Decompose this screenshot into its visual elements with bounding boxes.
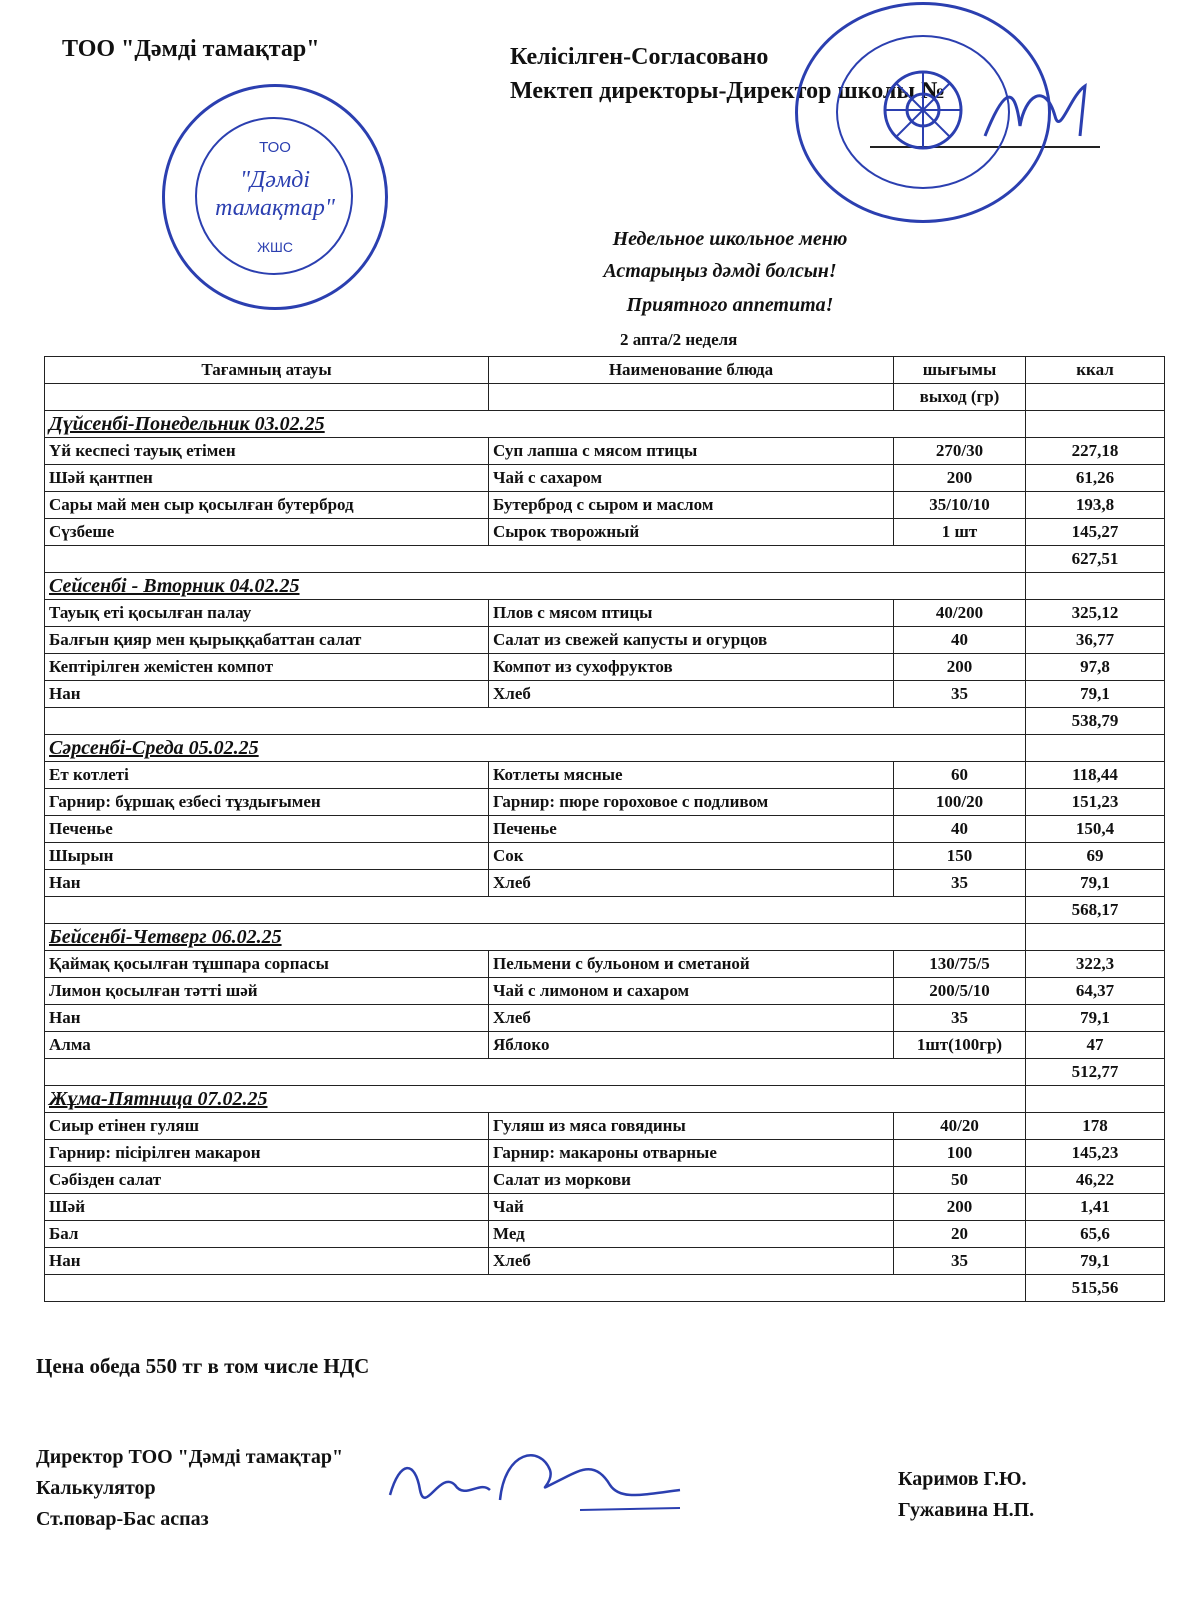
col-header-kcal: ккал bbox=[1026, 357, 1165, 384]
dish-name-ru: Хлеб bbox=[489, 870, 894, 897]
day-title: Дүйсенбі-Понедельник 03.02.25 bbox=[45, 411, 1026, 438]
dish-name-ru: Котлеты мясные bbox=[489, 762, 894, 789]
menu-item-row bbox=[45, 789, 1165, 816]
day-total-kcal: 538,79 bbox=[1026, 708, 1165, 735]
dish-kcal: 227,18 bbox=[1026, 438, 1165, 465]
dish-name-kz: Шәй bbox=[45, 1194, 489, 1221]
dish-name-ru: Чай с сахаром bbox=[489, 465, 894, 492]
price-note: Цена обеда 550 тг в том числе НДС bbox=[36, 1354, 370, 1378]
dish-output: 35 bbox=[894, 870, 1026, 897]
day-total-row bbox=[45, 708, 1165, 735]
dish-output: 50 bbox=[894, 1167, 1026, 1194]
dish-name-ru: Хлеб bbox=[489, 681, 894, 708]
dish-name-kz: Алма bbox=[45, 1032, 489, 1059]
dish-name-kz: Кептірілген жемістен компот bbox=[45, 654, 489, 681]
dish-output: 35 bbox=[894, 681, 1026, 708]
menu-item-row bbox=[45, 681, 1165, 708]
dish-kcal: 178 bbox=[1026, 1113, 1165, 1140]
footer-names bbox=[898, 1464, 1034, 1526]
seal-name-1: "Дәмді bbox=[239, 167, 311, 193]
dish-output: 200 bbox=[894, 465, 1026, 492]
dish-kcal: 97,8 bbox=[1026, 654, 1165, 681]
dish-output: 150 bbox=[894, 843, 1026, 870]
day-total-row bbox=[45, 546, 1165, 573]
dish-name-ru: Чай bbox=[489, 1194, 894, 1221]
dish-name-kz: Лимон қосылған тәтті шәй bbox=[45, 978, 489, 1005]
dish-output: 200 bbox=[894, 654, 1026, 681]
dish-name-ru: Хлеб bbox=[489, 1005, 894, 1032]
dish-output: 130/75/5 bbox=[894, 951, 1026, 978]
dish-kcal: 47 bbox=[1026, 1032, 1165, 1059]
day-total-kcal: 568,17 bbox=[1026, 897, 1165, 924]
dish-kcal: 69 bbox=[1026, 843, 1165, 870]
dish-name-ru: Компот из сухофруктов bbox=[489, 654, 894, 681]
menu-item-row bbox=[45, 951, 1165, 978]
dish-kcal: 36,77 bbox=[1026, 627, 1165, 654]
dish-name-ru: Гуляш из мяса говядины bbox=[489, 1113, 894, 1140]
col-header-output-unit: выход (гр) bbox=[894, 384, 1026, 411]
role-director: Директор ТОО "Дәмді тамақтар" bbox=[36, 1446, 344, 1468]
dish-output: 40 bbox=[894, 816, 1026, 843]
dish-name-ru: Салат из свежей капусты и огурцов bbox=[489, 627, 894, 654]
dish-output: 35/10/10 bbox=[894, 492, 1026, 519]
dish-name-ru: Чай с лимоном и сахаром bbox=[489, 978, 894, 1005]
table-header-row-2 bbox=[45, 384, 1165, 411]
dish-name-ru: Салат из моркови bbox=[489, 1167, 894, 1194]
dish-name-ru: Яблоко bbox=[489, 1032, 894, 1059]
dish-name-ru: Бутерброд с сыром и маслом bbox=[489, 492, 894, 519]
dish-name-kz: Бал bbox=[45, 1221, 489, 1248]
menu-item-row bbox=[45, 816, 1165, 843]
dish-output: 60 bbox=[894, 762, 1026, 789]
menu-item-row bbox=[45, 600, 1165, 627]
title-bon-appetit: Приятного аппетита! bbox=[626, 294, 834, 316]
menu-item-row bbox=[45, 519, 1165, 546]
footer-signatures bbox=[380, 1440, 700, 1530]
dish-name-ru: Хлеб bbox=[489, 1248, 894, 1275]
menu-item-row bbox=[45, 627, 1165, 654]
menu-item-row bbox=[45, 1194, 1165, 1221]
title-weekly-menu: Недельное школьное меню bbox=[612, 228, 848, 250]
director-line: Мектеп директоры-Директор школы № bbox=[510, 78, 946, 104]
emblem-icon bbox=[878, 60, 968, 160]
dish-name-kz: Балғын қияр мен қырыққабаттан салат bbox=[45, 627, 489, 654]
day-header-row bbox=[45, 573, 1165, 600]
col-header-kz: Тағамның атауы bbox=[45, 357, 489, 384]
dish-name-kz: Үй кеспесі тауық етімен bbox=[45, 438, 489, 465]
dish-kcal: 61,26 bbox=[1026, 465, 1165, 492]
dish-kcal: 65,6 bbox=[1026, 1221, 1165, 1248]
dish-output: 200/5/10 bbox=[894, 978, 1026, 1005]
table-header-row bbox=[45, 357, 1165, 384]
dish-name-ru: Гарнир: макароны отварные bbox=[489, 1140, 894, 1167]
dish-kcal: 79,1 bbox=[1026, 1248, 1165, 1275]
dish-output: 100 bbox=[894, 1140, 1026, 1167]
dish-kcal: 193,8 bbox=[1026, 492, 1165, 519]
name-chef: Гужавина Н.П. bbox=[898, 1499, 1035, 1521]
dish-name-kz: Қаймақ қосылған тұшпара сорпасы bbox=[45, 951, 489, 978]
dish-kcal: 150,4 bbox=[1026, 816, 1165, 843]
dish-name-ru: Суп лапша с мясом птицы bbox=[489, 438, 894, 465]
day-title: Жұма-Пятница 07.02.25 bbox=[45, 1086, 1026, 1113]
menu-item-row bbox=[45, 978, 1165, 1005]
menu-item-row bbox=[45, 1221, 1165, 1248]
role-chef: Ст.повар-Бас аспаз bbox=[36, 1508, 209, 1530]
dish-kcal: 151,23 bbox=[1026, 789, 1165, 816]
day-header-row bbox=[45, 411, 1165, 438]
menu-item-row bbox=[45, 1248, 1165, 1275]
day-total-kcal: 627,51 bbox=[1026, 546, 1165, 573]
dish-name-kz: Нан bbox=[45, 870, 489, 897]
dish-name-kz: Сүзбеше bbox=[45, 519, 489, 546]
week-label: 2 апта/2 неделя bbox=[620, 330, 738, 349]
day-total-row bbox=[45, 1059, 1165, 1086]
agreed-label: Келісілген-Согласовано bbox=[510, 44, 769, 70]
dish-name-ru: Мед bbox=[489, 1221, 894, 1248]
menu-item-row bbox=[45, 1113, 1165, 1140]
dish-name-ru: Плов с мясом птицы bbox=[489, 600, 894, 627]
dish-name-kz: Ет котлеті bbox=[45, 762, 489, 789]
menu-item-row bbox=[45, 1167, 1165, 1194]
company-seal bbox=[162, 84, 388, 310]
director-signature bbox=[975, 76, 1105, 146]
dish-name-ru: Печенье bbox=[489, 816, 894, 843]
dish-name-kz: Сары май мен сыр қосылған бутерброд bbox=[45, 492, 489, 519]
dish-kcal: 46,22 bbox=[1026, 1167, 1165, 1194]
role-calculator: Калькулятор bbox=[36, 1477, 156, 1499]
dish-name-kz: Нан bbox=[45, 681, 489, 708]
dish-name-kz: Сәбізден салат bbox=[45, 1167, 489, 1194]
menu-table bbox=[44, 356, 1165, 1302]
menu-item-row bbox=[45, 870, 1165, 897]
menu-item-row bbox=[45, 1032, 1165, 1059]
day-total-kcal: 512,77 bbox=[1026, 1059, 1165, 1086]
menu-item-row bbox=[45, 654, 1165, 681]
col-header-ru: Наименование блюда bbox=[489, 357, 894, 384]
menu-item-row bbox=[45, 438, 1165, 465]
day-total-row bbox=[45, 897, 1165, 924]
dish-name-kz: Сиыр етінен гуляш bbox=[45, 1113, 489, 1140]
seal-top-text: ТОО bbox=[259, 139, 291, 156]
dish-kcal: 145,23 bbox=[1026, 1140, 1165, 1167]
dish-name-ru: Пельмени с бульоном и сметаной bbox=[489, 951, 894, 978]
dish-output: 35 bbox=[894, 1248, 1026, 1275]
dish-name-kz: Нан bbox=[45, 1248, 489, 1275]
menu-item-row bbox=[45, 1140, 1165, 1167]
dish-name-kz: Шәй қантпен bbox=[45, 465, 489, 492]
dish-output: 200 bbox=[894, 1194, 1026, 1221]
day-header-row bbox=[45, 735, 1165, 762]
day-title: Сәрсенбі-Среда 05.02.25 bbox=[45, 735, 1026, 762]
title-kz-greeting: Астарыңыз дәмді болсын! bbox=[603, 260, 837, 282]
name-director: Каримов Г.Ю. bbox=[898, 1468, 1027, 1490]
dish-name-ru: Сырок творожный bbox=[489, 519, 894, 546]
dish-output: 40/200 bbox=[894, 600, 1026, 627]
dish-kcal: 322,3 bbox=[1026, 951, 1165, 978]
day-header-row bbox=[45, 1086, 1165, 1113]
dish-name-kz: Гарнир: бұршақ езбесі тұздығымен bbox=[45, 789, 489, 816]
dish-kcal: 79,1 bbox=[1026, 681, 1165, 708]
dish-kcal: 64,37 bbox=[1026, 978, 1165, 1005]
day-total-row bbox=[45, 1275, 1165, 1302]
dish-output: 35 bbox=[894, 1005, 1026, 1032]
menu-item-row bbox=[45, 1005, 1165, 1032]
dish-output: 1 шт bbox=[894, 519, 1026, 546]
dish-name-kz: Печенье bbox=[45, 816, 489, 843]
dish-output: 40/20 bbox=[894, 1113, 1026, 1140]
footer-roles bbox=[36, 1442, 343, 1535]
day-total-kcal: 515,56 bbox=[1026, 1275, 1165, 1302]
dish-output: 1шт(100гр) bbox=[894, 1032, 1026, 1059]
dish-output: 270/30 bbox=[894, 438, 1026, 465]
menu-item-row bbox=[45, 465, 1165, 492]
dish-output: 40 bbox=[894, 627, 1026, 654]
dish-output: 20 bbox=[894, 1221, 1026, 1248]
day-header-row bbox=[45, 924, 1165, 951]
dish-kcal: 325,12 bbox=[1026, 600, 1165, 627]
dish-name-ru: Сок bbox=[489, 843, 894, 870]
dish-output: 100/20 bbox=[894, 789, 1026, 816]
company-name: ТОО "Дәмді тамақтар" bbox=[62, 36, 320, 62]
dish-name-kz: Тауық еті қосылған палау bbox=[45, 600, 489, 627]
dish-kcal: 118,44 bbox=[1026, 762, 1165, 789]
dish-name-kz: Гарнир: пісірілген макарон bbox=[45, 1140, 489, 1167]
day-title: Бейсенбі-Четверг 06.02.25 bbox=[45, 924, 1026, 951]
dish-kcal: 1,41 bbox=[1026, 1194, 1165, 1221]
menu-item-row bbox=[45, 492, 1165, 519]
menu-item-row bbox=[45, 843, 1165, 870]
dish-name-kz: Нан bbox=[45, 1005, 489, 1032]
seal-name-2: тамақтар" bbox=[215, 195, 335, 221]
col-header-output: шығымы bbox=[894, 357, 1026, 384]
dish-name-ru: Гарнир: пюре гороховое с подливом bbox=[489, 789, 894, 816]
dish-name-kz: Шырын bbox=[45, 843, 489, 870]
day-title: Сейсенбі - Вторник 04.02.25 bbox=[45, 573, 1026, 600]
seal-bottom-text: ЖШС bbox=[257, 239, 293, 255]
dish-kcal: 79,1 bbox=[1026, 870, 1165, 897]
menu-item-row bbox=[45, 762, 1165, 789]
dish-kcal: 79,1 bbox=[1026, 1005, 1165, 1032]
dish-kcal: 145,27 bbox=[1026, 519, 1165, 546]
